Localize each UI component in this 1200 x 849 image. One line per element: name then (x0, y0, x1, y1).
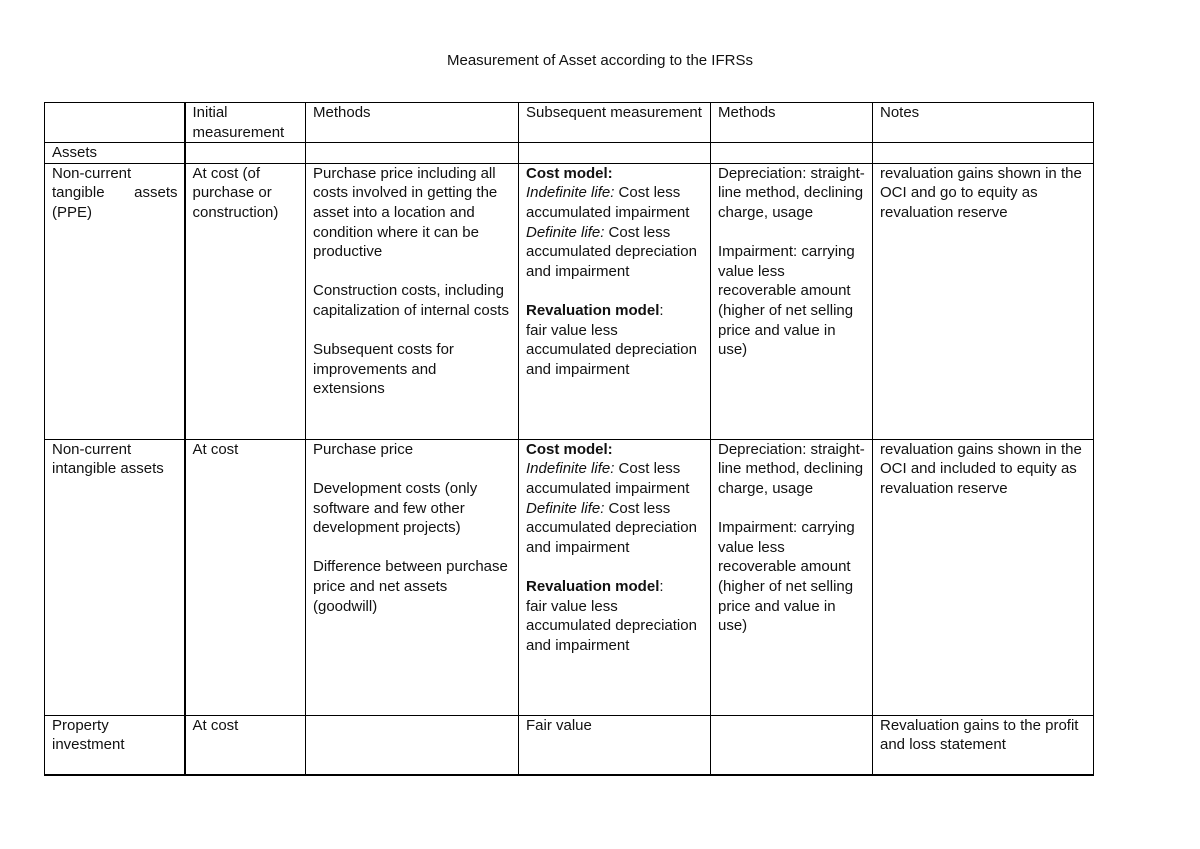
revaluation-model-text: fair value less accumulated depreciation and impairment (526, 321, 697, 378)
measurement-table (44, 102, 1094, 776)
definite-life-text: Cost less accumulated depreciation and impairment (526, 499, 697, 556)
header-row (45, 103, 1094, 143)
definite-life-label: Definite life: (526, 499, 605, 517)
notes-cell: revaluation gains shown in the OCI and go to equity as revaluation reserve (873, 163, 1094, 439)
header-subsequent-measurement: Subsequent measurement (519, 103, 711, 143)
method-item: Difference between purchase price and net assets (goodwill) (313, 558, 508, 615)
section-empty-cell (711, 143, 873, 164)
section-empty-cell (306, 143, 519, 164)
initial-measurement-cell: At cost (of purchase or construction) (185, 163, 306, 439)
method-item: Construction costs, including capitalization of internal costs (313, 282, 509, 319)
section-label: Assets (45, 143, 185, 164)
subsequent-methods-cell (711, 163, 873, 439)
depreciation-text: Depreciation: straight-line method, declining charge, usage (718, 440, 865, 497)
indefinite-life-label: Indefinite life: (526, 184, 615, 202)
row-label: Non-current intangible assets (45, 439, 185, 715)
section-row (45, 143, 1094, 164)
subsequent-measurement-cell (519, 163, 711, 439)
header-notes: Notes (873, 103, 1094, 143)
table-row-intangible-assets (45, 439, 1094, 715)
header-label-cell (45, 103, 185, 143)
indefinite-life-label: Indefinite life: (526, 460, 615, 478)
header-initial-measurement: Initial measurement (185, 103, 306, 143)
row-label: Non-current tangible assets (PPE) (45, 163, 185, 439)
impairment-text: Impairment: carrying value less recoverable amount (higher of net selling price and value in use) (718, 243, 855, 359)
revaluation-model-label: Revaluation model (526, 577, 660, 595)
method-item: Purchase price including all costs involved in getting the asset into a location and condition where it can be productive (313, 164, 498, 261)
method-item: Development costs (only software and few other development projects) (313, 479, 478, 537)
row-label: Property investment (45, 715, 185, 775)
subsequent-measurement-cell: Fair value (519, 715, 711, 775)
subsequent-methods-cell (711, 715, 873, 775)
subsequent-methods-cell (711, 439, 873, 715)
notes-cell: revaluation gains shown in the OCI and included to equity as revaluation reserve (873, 439, 1094, 715)
method-item: Subsequent costs for improvements and extensions (313, 341, 454, 398)
section-empty-cell (519, 143, 711, 164)
methods-cell (306, 715, 519, 775)
initial-measurement-cell: At cost (185, 715, 306, 775)
impairment-text: Impairment: carrying value less recoverable amount (higher of net selling price and value in use) (718, 519, 855, 635)
table-row-tangible-assets (45, 163, 1094, 439)
definite-life-text: Cost less accumulated depreciation and impairment (526, 223, 697, 280)
cost-model-label: Cost model: (526, 440, 613, 458)
definite-life-label: Definite life: (526, 223, 605, 241)
cost-model-label: Cost model: (526, 164, 613, 182)
depreciation-text: Depreciation: straight-line method, declining charge, usage (718, 164, 865, 221)
indefinite-life-text: Cost less accumulated impairment (526, 184, 690, 221)
table-row-property-investment (45, 715, 1094, 775)
revaluation-colon: : (659, 301, 664, 319)
section-empty-cell (873, 143, 1094, 164)
header-methods: Methods (306, 103, 519, 143)
initial-measurement-cell: At cost (185, 439, 306, 715)
indefinite-life-text: Cost less accumulated impairment (526, 460, 690, 497)
revaluation-model-text: fair value less accumulated depreciation and impairment (526, 597, 697, 654)
document-title: Measurement of Asset according to the IFRSs (447, 52, 753, 69)
notes-cell: Revaluation gains to the profit and loss statement (873, 715, 1094, 775)
revaluation-colon: : (659, 577, 664, 595)
subsequent-measurement-cell (519, 439, 711, 715)
header-methods-subsequent: Methods (711, 103, 873, 143)
methods-cell (306, 439, 519, 715)
section-empty-cell (185, 143, 306, 164)
methods-cell (306, 163, 519, 439)
revaluation-model-label: Revaluation model (526, 301, 660, 319)
method-item: Purchase price (313, 440, 414, 458)
